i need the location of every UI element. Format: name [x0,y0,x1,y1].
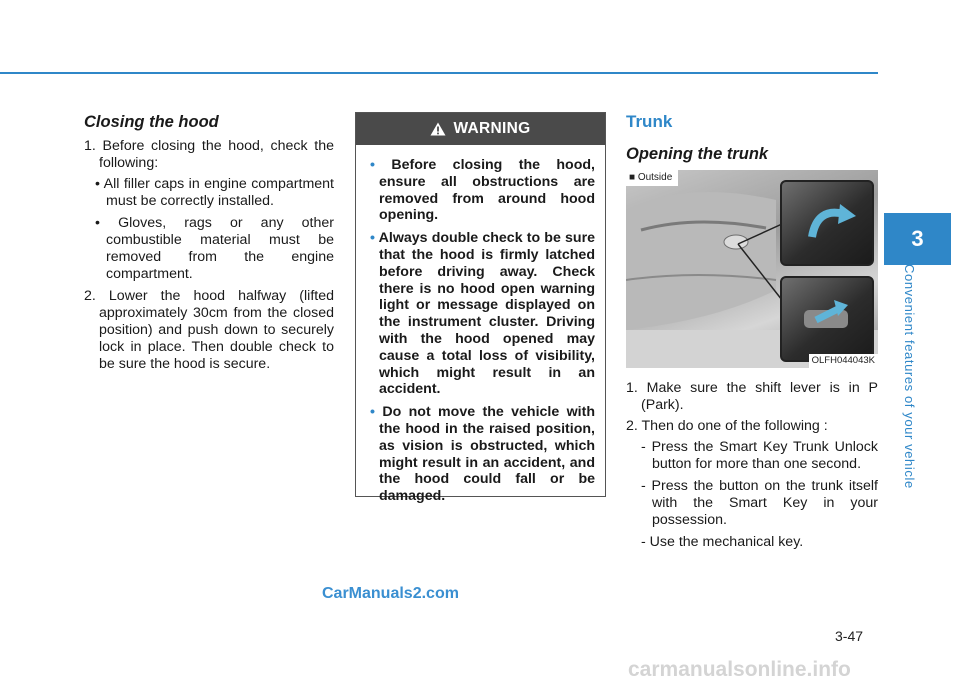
bullet-icon: • [370,157,375,173]
warning-title: WARNING [453,120,531,137]
bullet-gloves-rags: • Gloves, rags or any other combustible material must be removed from the engine compartment. [95,215,334,282]
left-column [84,112,334,377]
top-rule [0,72,878,74]
trunk-handle-inset [780,180,874,266]
right-column [626,112,878,556]
step-2: 2. Lower the hood halfway (lifted approximately 30cm from the closed position) and push down to securely lock in place. Then double check to be sure the hood is secure. [84,288,334,372]
bullet-icon: • [370,230,375,247]
option-mechanical-key: - Use the mechanical key. [641,534,804,550]
trunk-step-1: 1. Make sure the shift lever is in P (Park). [626,380,878,413]
warning-header [356,113,605,145]
bullet-filler-caps: • All filler caps in engine compartment must be correctly installed. [95,176,334,209]
chapter-tab: 3 [884,213,951,265]
option-trunk-button: - Press the button on the trunk itself with the Smart Key in your possession. [641,478,878,528]
page-number: 3-47 [835,628,864,644]
closing-hood-heading: Closing the hood [84,113,219,131]
trunk-button-inset [780,276,874,362]
watermark-link[interactable]: CarManuals2.com [322,585,459,602]
warning-box [355,112,606,505]
warning-item: • Do not move the vehicle with the hood in the raised position, as vision is obstructed, which might result in an accident, and the hood could fall or be damaged. [370,404,595,505]
step-1: 1. Before closing the hood, check the following: [84,138,334,171]
trunk-step-2: 2. Then do one of the following : [626,418,828,434]
warning-item: • Always double check to be sure that the hood is firmly latched before driving away. Check there is no hood open warning light or message displayed on the instrument cluster. Driving with the hood opened may cause a total loss of visibility, which might result in an accident. [370,230,596,398]
trunk-figure [626,170,878,368]
chapter-title-vertical: Convenient features of your vehicle [902,264,917,489]
opening-trunk-heading: Opening the trunk [626,145,769,163]
rotate-arrow-icon [782,182,872,264]
warning-item: • Before closing the hood, ensure all obstructions are removed from around hood opening. [370,157,595,224]
watermark-bottom: carmanualsonline.info [628,658,851,681]
push-arrow-icon [782,278,872,360]
option-smart-key: - Press the Smart Key Trunk Unlock button for more than one second. [641,439,878,472]
figure-code: OLFH044043K [809,354,878,368]
trunk-section-title: Trunk [626,112,673,131]
warning-body [356,145,605,505]
warning-triangle-icon [430,122,446,136]
bullet-icon: • [370,404,375,421]
figure-outside-badge: ■ Outside [626,170,678,186]
